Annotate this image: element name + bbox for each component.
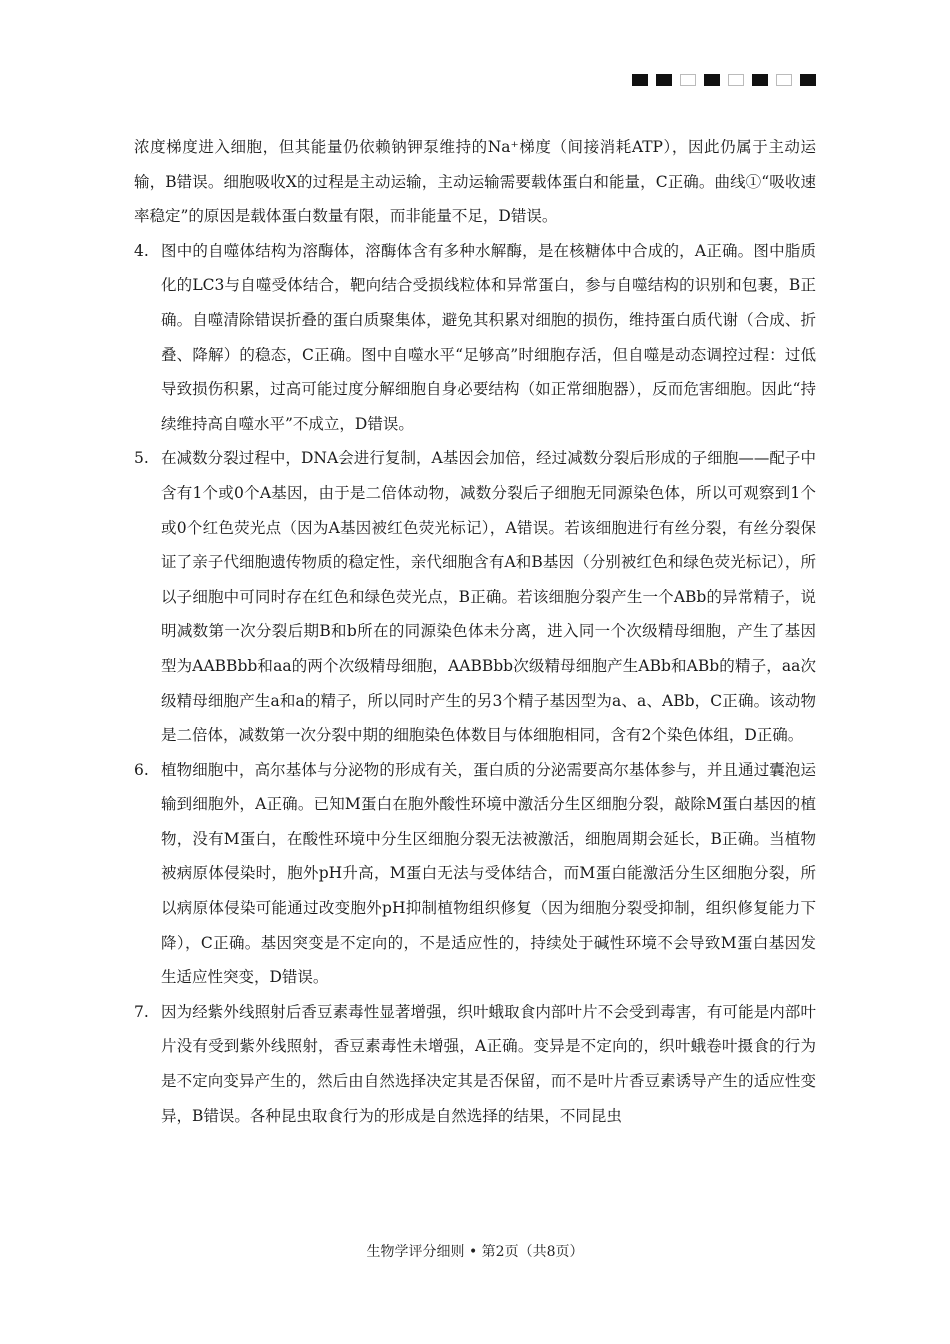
header-square <box>656 74 672 86</box>
answer-item <box>134 753 816 995</box>
item-number: 5. <box>134 449 149 468</box>
header-square <box>680 74 696 86</box>
item-text: 在减数分裂过程中，DNA会进行复制，A基因会加倍，经过减数分裂后形成的子细胞——配子中含有1个或0个A基因，由于是二倍体动物，减数分裂后子细胞无同源染色体，所以可观察到1个或0个红色荧光点（因为A基因被红色荧光标记），A错误。若该细胞进行有丝分裂，有丝分裂保证了亲子代细胞遗传物质的稳定性，亲代细胞含有A和B基因（分别被红色和绿色荧光标记），所以子细胞中可同时存在红色和绿色荧光点，B正确。若该细胞分裂产生一个ABb的异常精子，说明减数第一次分裂后期B和b所在的同源染色体未分离，进入同一个次级精母细胞，产生了基因型为AABBbb和aa的两个次级精母细胞，AABBbb次级精母细胞产生ABb和ABb的精子，aa次级精母细胞产生a和a的精子，所以同时产生的另3个精子基因型为a、a、ABb，C正确。该动物是二倍体，减数第一次分裂中期的细胞染色体数目与体细胞相同，含有2个染色体组，D正确。 <box>161 449 816 745</box>
header-square <box>800 74 816 86</box>
answer-items <box>134 234 816 1133</box>
header-decoration-squares <box>632 74 816 86</box>
item-text: 图中的自噬体结构为溶酶体，溶酶体含有多种水解酶，是在核糖体中合成的，A正确。图中脂质化的LC3与自噬受体结合，靶向结合受损线粒体和异常蛋白，参与自噬结构的识别和包裹，B正确。自噬清除错误折叠的蛋白质聚集体，避免其积累对细胞的损伤，维持蛋白质代谢（合成、折叠、降解）的稳态，C正确。图中自噬水平“足够高”时细胞存活，但自噬是动态调控过程：过低导致损伤积累，过高可能过度分解细胞自身必要结构（如正常细胞器），反而危害细胞。因此“持续维持高自噬水平”不成立，D错误。 <box>161 241 816 433</box>
header-square <box>632 74 648 86</box>
header-square <box>728 74 744 86</box>
page-footer: 生物学评分细则 • 第2页（共8页） <box>366 1244 584 1260</box>
item-number: 4. <box>134 241 149 260</box>
item-text: 植物细胞中，高尔基体与分泌物的形成有关，蛋白质的分泌需要高尔基体参与，并且通过囊泡运输到细胞外，A正确。已知M蛋白在胞外酸性环境中激活分生区细胞分裂，敲除M蛋白基因的植物，没有M蛋白，在酸性环境中分生区细胞分裂无法被激活，细胞周期会延长，B正确。当植物被病原体侵染时，胞外pH升高，M蛋白无法与受体结合，而M蛋白能激活分生区细胞分裂，所以病原体侵染可能通过改变胞外pH抑制植物组织修复（因为细胞分裂受抑制，组织修复能力下降），C正确。基因突变是不定向的，不是适应性的，持续处于碱性环境不会导致M蛋白基因发生适应性突变，D错误。 <box>161 760 816 987</box>
header-square <box>776 74 792 86</box>
item-number: 7. <box>134 1002 149 1021</box>
header-square <box>704 74 720 86</box>
answer-item <box>134 995 816 1133</box>
item-number: 6. <box>134 760 149 779</box>
answer-item <box>134 234 816 442</box>
header-square <box>752 74 768 86</box>
continuation-paragraph: 浓度梯度进入细胞，但其能量仍依赖钠钾泵维持的Na⁺梯度（间接消耗ATP），因此仍属于主动运输，B错误。细胞吸收X的过程是主动运输，主动运输需要载体蛋白和能量，C正确。曲线①“吸收速率稳定”的原因是载体蛋白数量有限，而非能量不足，D错误。 <box>134 138 816 226</box>
answer-content <box>134 130 816 1133</box>
item-text: 因为经紫外线照射后香豆素毒性显著增强，织叶蛾取食内部叶片不会受到毒害，有可能是内部叶片没有受到紫外线照射，香豆素毒性未增强，A正确。变异是不定向的，织叶蛾卷叶摄食的行为是不定向变异产生的，然后由自然选择决定其是否保留，而不是叶片香豆素诱导产生的适应性变异，B错误。各种昆虫取食行为的形成是自然选择的结果，不同昆虫 <box>161 1002 816 1125</box>
answer-item <box>134 441 816 752</box>
